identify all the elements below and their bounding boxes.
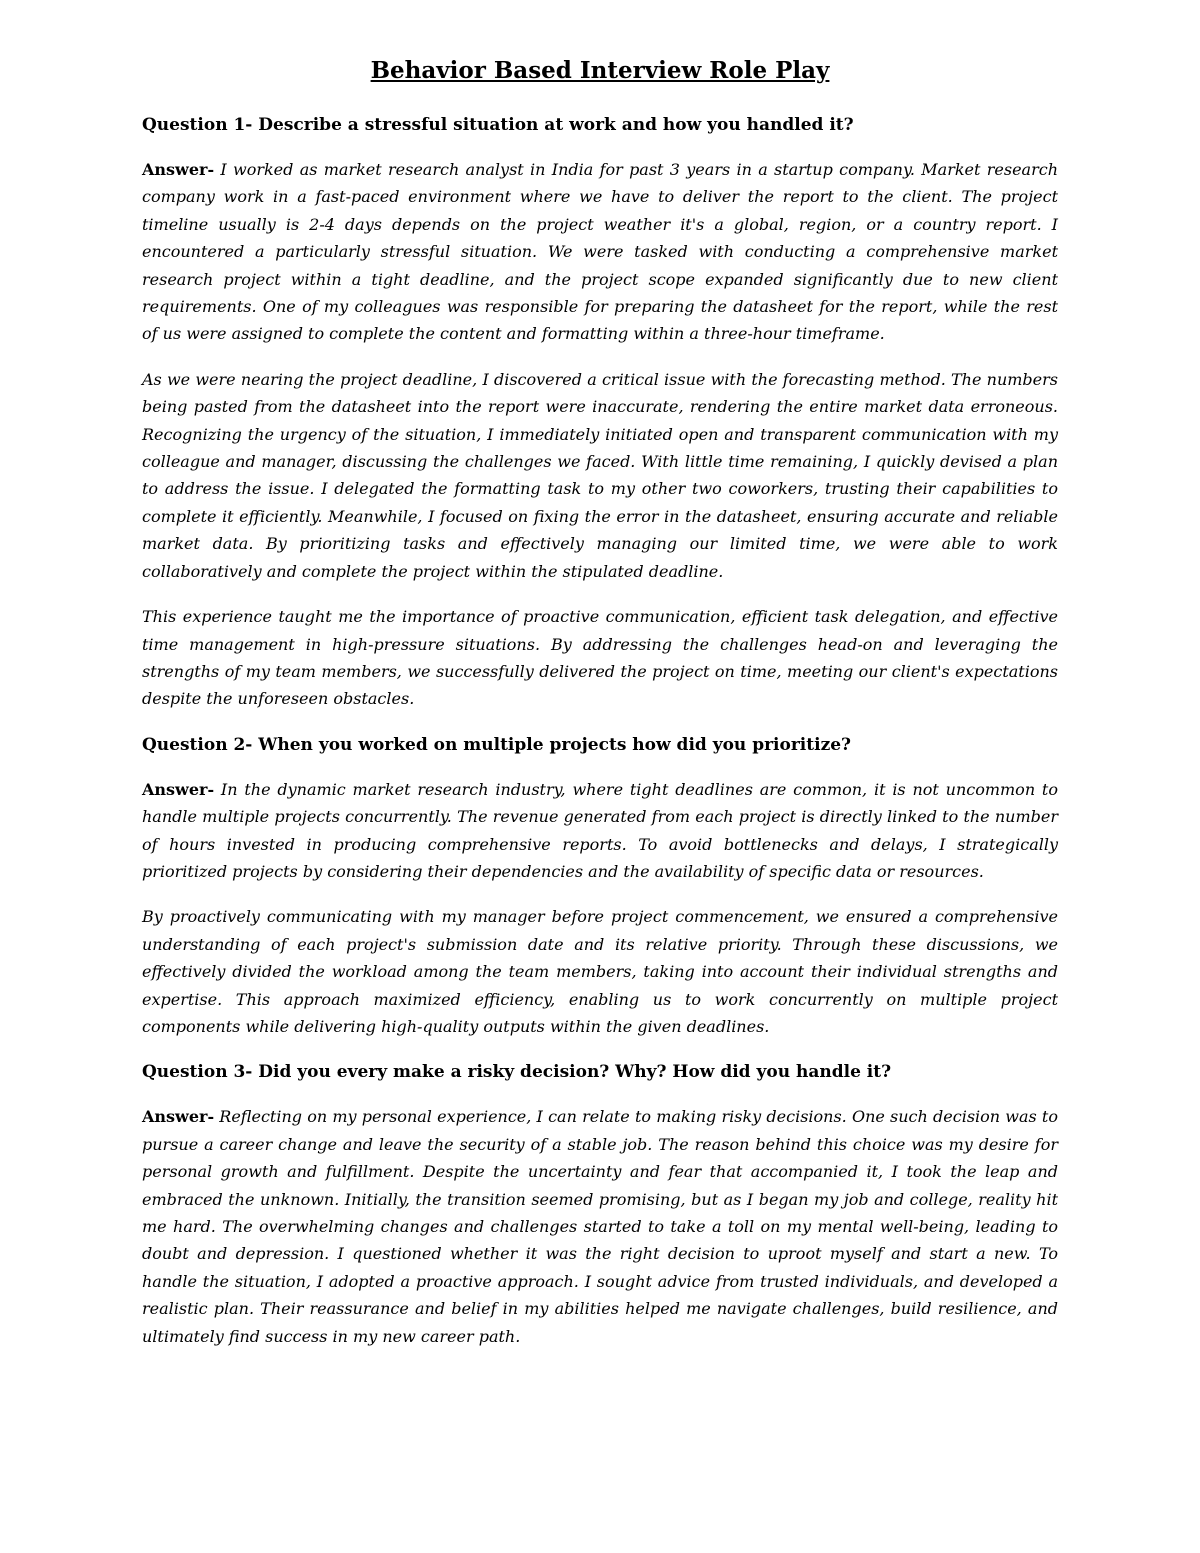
answer-label: Answer- [142, 160, 215, 179]
document-title: Behavior Based Interview Role Play [370, 57, 830, 84]
answer-2-text-1: In the dynamic market research industry, where tight deadlines are common, it is not uncommon to handle multiple projects concurrently. The revenue generated from each project is directly linked to the number of hours invested in producing comprehensive reports. To avoid bottlenecks and delays, I strategically prioritized projects by considering their dependencies and the availability of specific data or resources. [142, 779, 1058, 881]
document-page [142, 55, 1058, 1368]
question-2-heading: Question 2- When you worked on multiple projects how did you prioritize? [142, 734, 852, 755]
answer-label: Answer- [142, 1107, 215, 1127]
answer-2-paragraph-2: By proactively communicating with my manager before project commencement, we ensured a comprehensive understanding of each project's submission date and its relative priority. Through these discussions, we effectively divided the workload among the team members, taking into account their individual strengths and expertise. This approach maximized efficiency, enabling us to work concurrently on multiple project components while delivering high-quality outputs within the given deadlines. [142, 907, 1058, 1036]
answer-1-text-1: I worked as market research analyst in India for past 3 years in a startup company. Market research company work in a fast-paced environment where we have to deliver the report to the client. The project timeline usually is 2-4 days depends on the project weather it's a global, region, or a country report. I encountered a particularly stressful situation. We were tasked with conducting a comprehensive market research project within a tight deadline, and the project scope expanded significantly due to new client requirements. One of my colleagues was responsible for preparing the datasheet for the report, while the rest of us were assigned to complete the content and formatting within a three-hour timeframe. [142, 160, 1059, 344]
answer-2-paragraph-1 [142, 776, 1058, 886]
question-1-heading: Question 1- Describe a stressful situation at work and how you handled it? [142, 115, 854, 135]
question-3-heading: Question 3- Did you every make a risky decision? Why? How did you handle it? [142, 1062, 892, 1083]
question-section-2 [142, 731, 1058, 1041]
question-section-1 [142, 111, 1058, 713]
answer-3-paragraph-1 [142, 1103, 1058, 1350]
answer-3-text-1: Reflecting on my personal experience, I can relate to making risky decisions. One such decision was to pursue a career change and leave the security of a stable job. The reason behind this choice was my desire for personal growth and fulfillment. Despite the uncertainty and fear that accompanied it, I took the leap and embraced the unknown. Initially, the transition seemed promising, but as I began my job and college, reality hit me hard. The overwhelming changes and challenges started to take a toll on my mental well-being, leading to doubt and depression. I questioned whether it was the right decision to uproot myself and start a new. To handle the situation, I adopted a proactive approach. I sought advice from trusted individuals, and developed a realistic plan. Their reassurance and belief in my abilities helped me navigate challenges, build resilience, and ultimately find success in my new career path. [142, 1107, 1058, 1346]
question-section-3 [142, 1058, 1058, 1350]
answer-1-paragraph-3: This experience taught me the importance of proactive communication, efficient task delegation, and effective time management in high-pressure situations. By addressing the challenges head-on and leveraging the strengths of my team members, we successfully delivered the project on time, meeting our client's expectations despite the unforeseen obstacles. [142, 607, 1058, 709]
answer-1-paragraph-1 [142, 156, 1058, 348]
answer-label: Answer- [142, 779, 215, 799]
answer-1-paragraph-2: As we were nearing the project deadline, I discovered a critical issue with the forecasting method. The numbers being pasted from the datasheet into the report were inaccurate, rendering the entire market data erroneous. Recognizing the urgency of the situation, I immediately initiated open and transparent communication with my colleague and manager, discussing the challenges we faced. With little time remaining, I quickly devised a plan to address the issue. I delegated the formatting task to my other two coworkers, trusting their capabilities to complete it efficiently. Meanwhile, I focused on fixing the error in the datasheet, ensuring accurate and reliable market data. By prioritizing tasks and effectively managing our limited time, we were able to work collaboratively and complete the project within the stipulated deadline. [142, 369, 1058, 581]
